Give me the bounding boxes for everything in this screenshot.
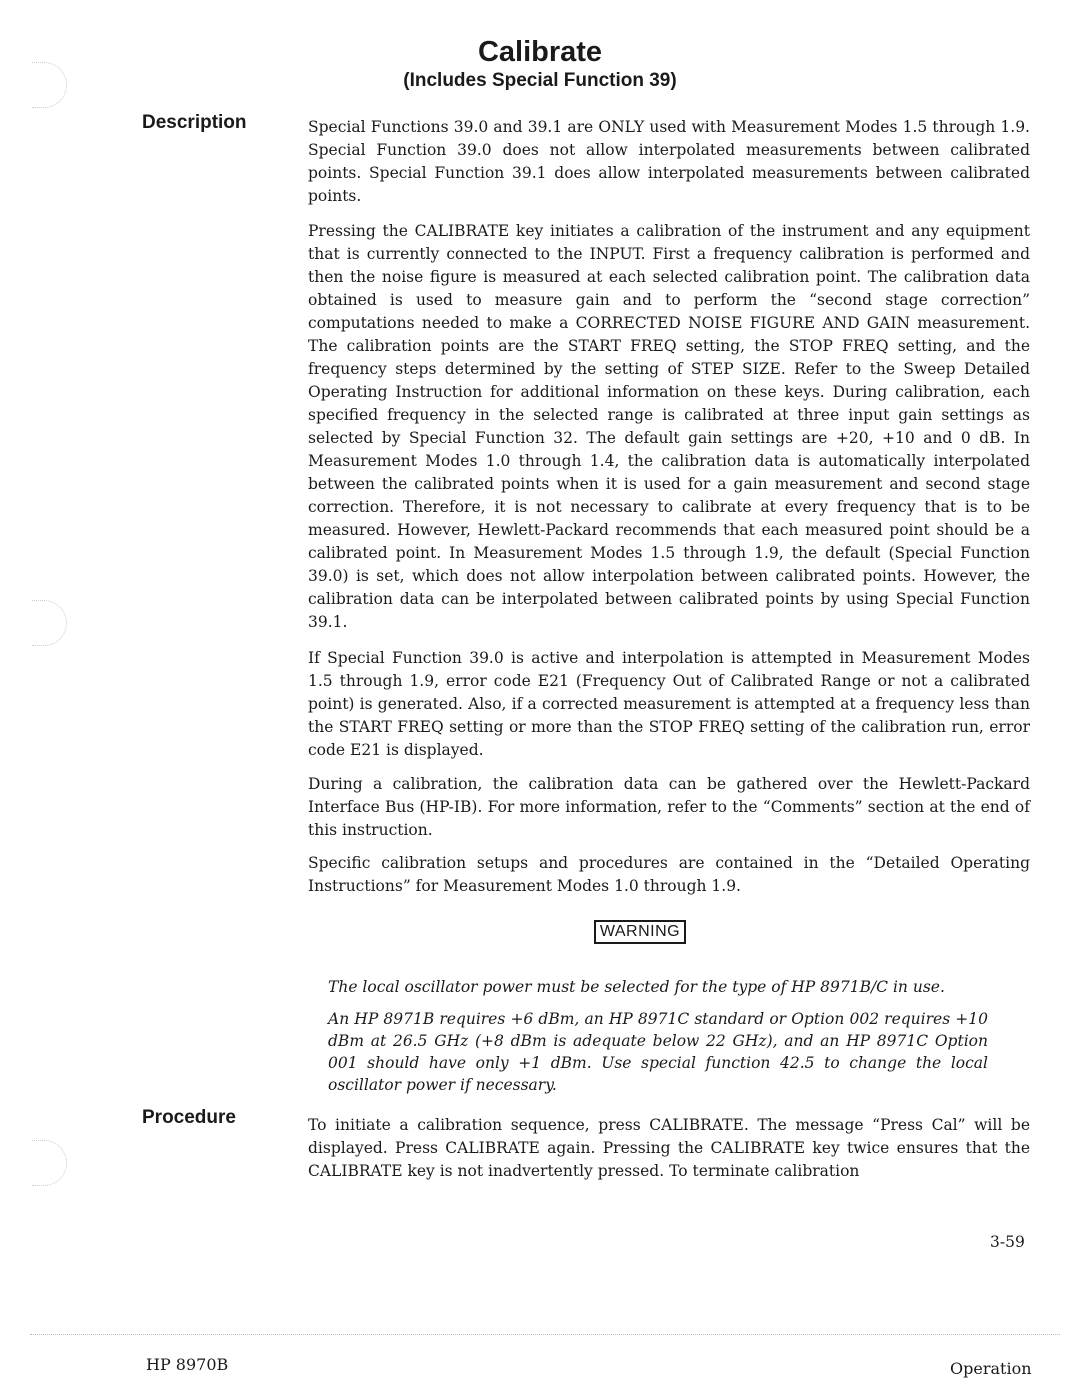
footer-model: HP 8970B: [146, 1355, 229, 1374]
warning-container: [0, 920, 1080, 944]
page-subtitle: (Includes Special Function 39): [403, 70, 677, 91]
page-title: Calibrate: [477, 36, 603, 68]
footer-section: Operation: [950, 1359, 1032, 1378]
description-heading: Description: [142, 112, 247, 133]
punch-hole-bottom: [32, 1140, 67, 1186]
punch-hole-middle: [32, 600, 67, 646]
paragraph-setups: Specific calibration setups and procedures are contained in the “Detailed Operating Instructions” for Measurement Modes 1.0 through 1.9.: [308, 854, 1030, 895]
paragraph-error-e21: If Special Function 39.0 is active and interpolation is attempted in Measurement Modes 1.5 through 1.9, error code E21 (Frequency Out of Calibrated Range or not a calibrated point) is generated. Also, if a corrected measurement is attempted at a frequency less than the START FREQ setting or more than the STOP FREQ setting of the calibration run, error code E21 is displayed.: [308, 649, 1030, 759]
paragraph-procedure: To initiate a calibration sequence, press CALIBRATE. The message “Press Cal” will be displayed. Press CALIBRATE again. Pressing the CALIBRATE key twice ensures that the CALIBRATE key is not inadvertently pressed. To terminate calibration: [308, 1116, 1030, 1180]
warning-label: WARNING: [594, 920, 686, 944]
page-number: 3-59: [990, 1233, 1025, 1251]
paragraph-special-functions: Special Functions 39.0 and 39.1 are ONLY used with Measurement Modes 1.5 through 1.9. Special Function 39.0 does not allow interpolated measurements between calibrated points. Special Function 39.1 does allow interpolated measurements between calibrated points.: [308, 118, 1030, 205]
paragraph-hpib: During a calibration, the calibration data can be gathered over the Hewlett-Packard Interface Bus (HP-IB). For more information, refer to the “Comments” section at the end of this instruction.: [308, 775, 1030, 839]
warning-text-1: The local oscillator power must be selected for the type of HP 8971B/C in use.: [328, 978, 945, 996]
procedure-heading: Procedure: [142, 1107, 236, 1128]
paragraph-calibrate-key: Pressing the CALIBRATE key initiates a calibration of the instrument and any equipment that is currently connected to the INPUT. First a frequency calibration is performed and then the noise figure is measured at each selected calibration point. The calibration data obtained is used to measure gain and to perform the “second stage correction” computations needed to make a CORRECTED NOISE FIGURE AND GAIN measurement. The calibration points are the START FREQ setting, the STOP FREQ setting, and the frequency steps determined by the setting of STEP SIZE. Refer to the Sweep Detailed Operating Instruction for additional information on these keys. During calibration, each specified frequency in the selected range is calibrated at three input gain settings as selected by Special Function 32. The default gain settings are +20, +10 and 0 dB. In Measurement Modes 1.0 through 1.4, the calibration data is automatically interpolated between the calibrated points when it is used for a gain measurement and second stage correction. Therefore, it is not necessary to calibrate at every frequency that is to be measured. However, Hewlett-Packard recommends that each measured point should be a calibrated point. In Measurement Modes 1.5 through 1.9, the default (Special Function 39.0) is set, which does not allow interpolation between calibrated points. However, the calibration data can be interpolated between calibrated points by using Special Function 39.1.: [308, 222, 1030, 631]
footer-divider: [30, 1334, 1060, 1335]
warning-text-2: An HP 8971B requires +6 dBm, an HP 8971C standard or Option 002 requires +10 dBm at 26.5 GHz (+8 dBm is adequate below 22 GHz), and an HP 8971C Option 001 should have only +1 dBm. Use special function 42.5 to change the local oscillator power if necessary.: [328, 1010, 988, 1094]
